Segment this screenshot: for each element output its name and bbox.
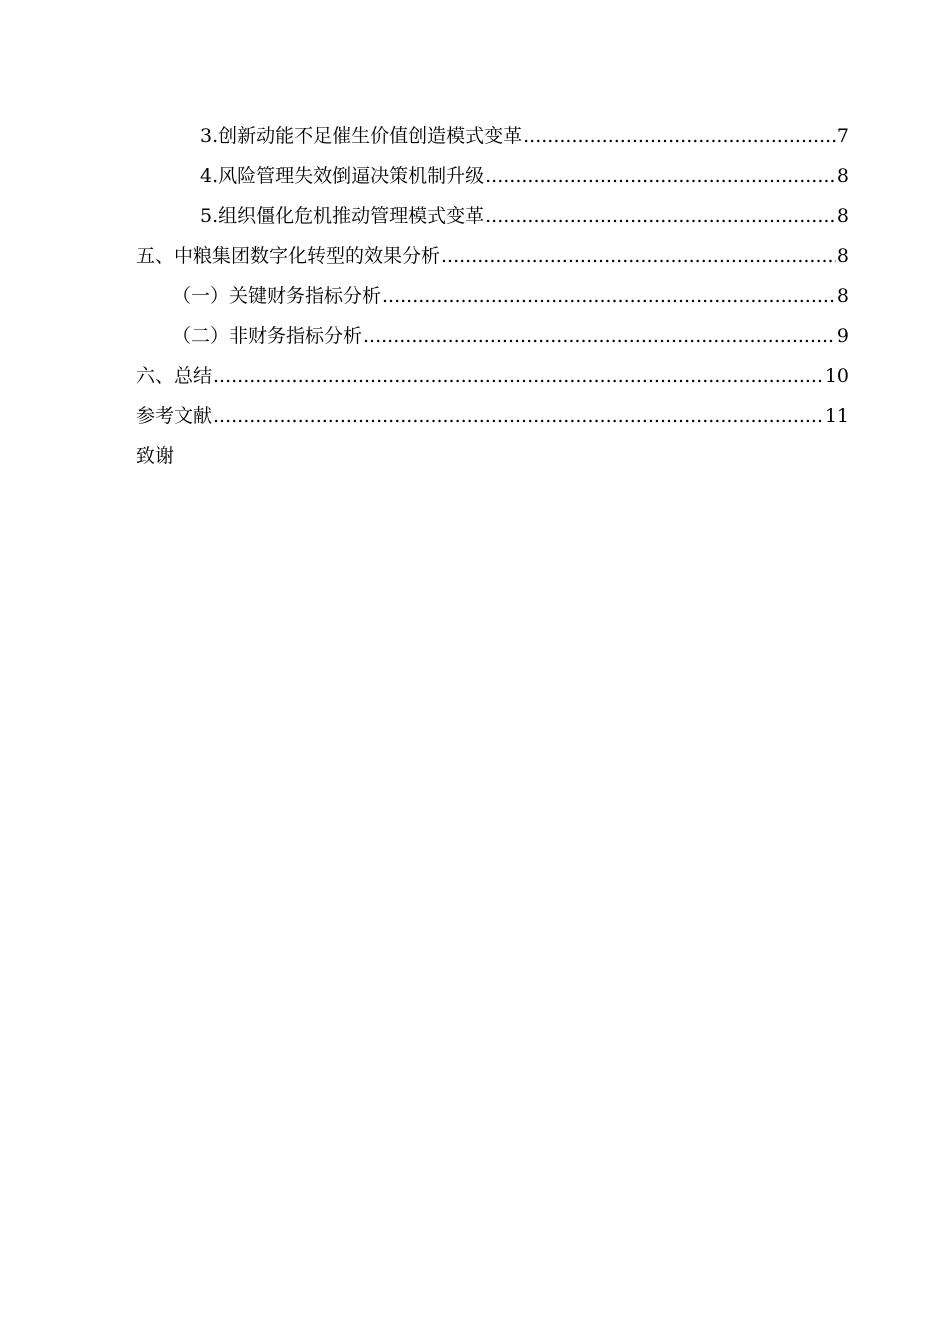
toc-entry-title: 参考文献 (136, 405, 213, 427)
toc-entry[interactable] (0, 116, 950, 156)
toc-entry[interactable] (0, 156, 950, 196)
toc-dot-leader (485, 156, 836, 196)
toc-dot-leader (382, 276, 836, 316)
toc-entry-title: 4.风险管理失效倒逼决策机制升级 (200, 165, 485, 187)
table-of-contents (0, 116, 950, 476)
toc-page-number: 8 (836, 205, 849, 227)
toc-entry[interactable] (0, 276, 950, 316)
toc-entry-title: （一）关键财务指标分析 (172, 285, 382, 307)
toc-entry-title: 五、中粮集团数字化转型的效果分析 (136, 245, 441, 267)
toc-entry[interactable] (0, 316, 950, 356)
toc-dot-leader (441, 236, 836, 276)
toc-page-number: 8 (836, 165, 849, 187)
toc-entry[interactable] (0, 356, 950, 396)
toc-entry[interactable] (0, 396, 950, 436)
toc-dot-leader (363, 316, 836, 356)
toc-entry-title: 3.创新动能不足催生价值创造模式变革 (200, 125, 523, 147)
toc-entry[interactable] (0, 196, 950, 236)
toc-page-number: 8 (836, 245, 849, 267)
toc-page-number: 7 (836, 125, 849, 147)
toc-dot-leader (213, 396, 824, 436)
toc-page-number: 10 (824, 365, 849, 387)
toc-page-number: 8 (836, 285, 849, 307)
toc-entry[interactable] (0, 436, 950, 476)
toc-page-number: 11 (824, 405, 849, 427)
toc-dot-leader (213, 356, 824, 396)
toc-dot-leader (523, 116, 836, 156)
toc-dot-leader (485, 196, 836, 236)
toc-entry-title: 5.组织僵化危机推动管理模式变革 (200, 205, 485, 227)
toc-entry[interactable] (0, 236, 950, 276)
toc-page-number: 9 (836, 325, 849, 347)
toc-entry-title: 六、总结 (136, 365, 213, 387)
toc-entry-title: 致谢 (136, 445, 175, 467)
toc-entry-title: （二）非财务指标分析 (172, 325, 363, 347)
